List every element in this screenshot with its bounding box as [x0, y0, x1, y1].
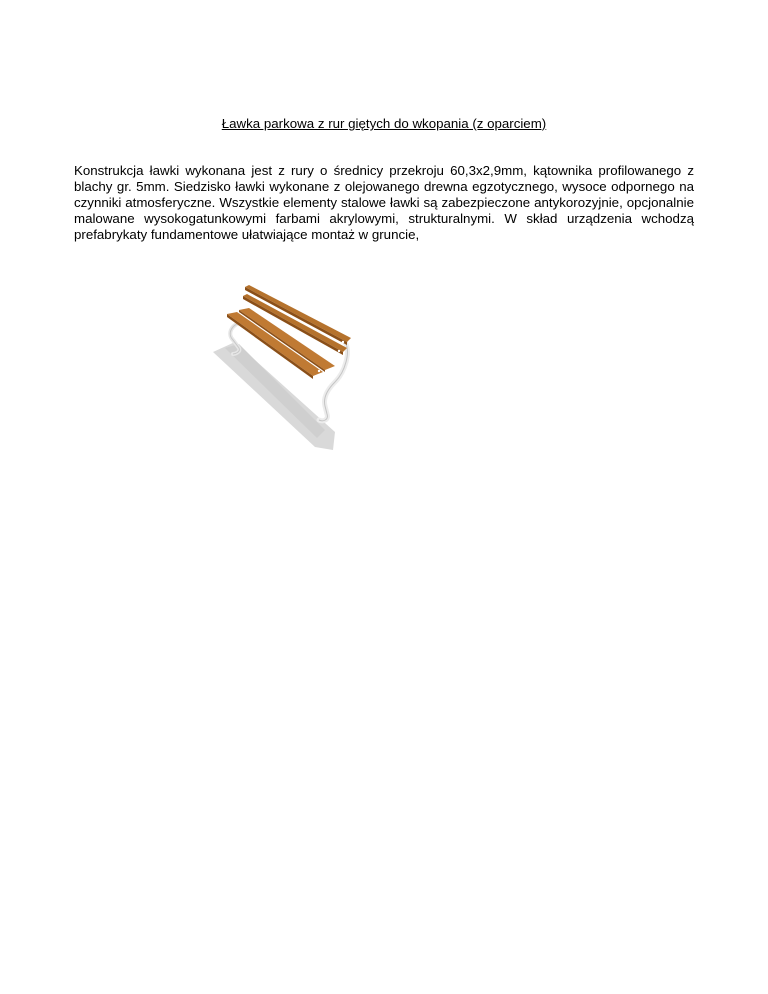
park-bench-image — [205, 282, 355, 452]
document-body-paragraph: Konstrukcja ławki wykonana jest z rury o średnicy przekroju 60,3x2,9mm, kątownika profilowanego z blachy gr. 5mm. Siedzisko ławki wykonane z olejowanego drewna egzotycznego, wysoce odpornego na czynniki atmosferyczne. Wszystkie elementy stalowe ławki są zabezpieczone antykorozyjnie, opcjonalnie malowane wysokogatunkowymi farbami akrylowymi, strukturalnymi. W skład urządzenia wchodzą prefabrykaty fundamentowe ułatwiające montaż w gruncie, — [74, 163, 694, 242]
document-title: Ławka parkowa z rur giętych do wkopania (z oparciem) — [221, 116, 547, 131]
bench-right-frame — [319, 342, 347, 421]
